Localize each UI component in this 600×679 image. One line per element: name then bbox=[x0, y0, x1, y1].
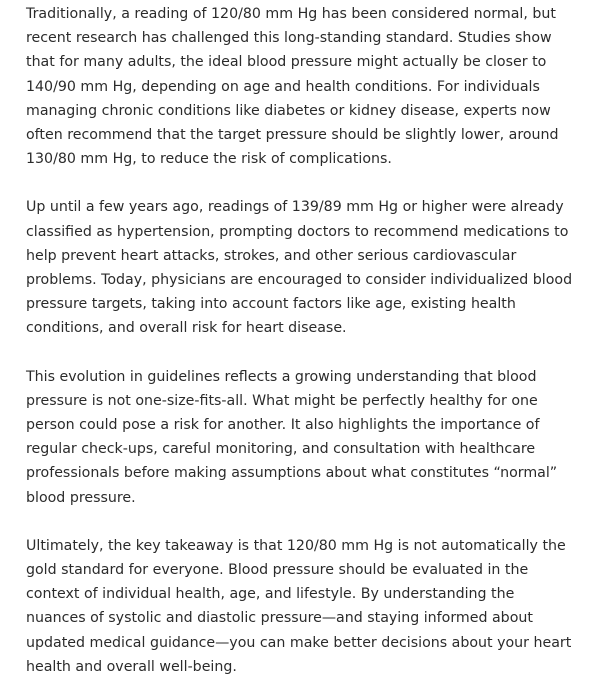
paragraph-hypertension-history: Up until a few years ago, readings of 139/89 mm Hg or higher were already classified as hypertension, prompting doctors to recommend medications to help prevent heart attacks, strokes, and other serious cardiovascular problems. Today, physicians are encouraged to consider individualized blood pressure targets, taking into account factors like age, existing health conditions, and overall risk for heart disease. bbox=[26, 199, 573, 337]
paragraph-normal-reading: Traditionally, a reading of 120/80 mm Hg has been considered normal, but recent research has challenged this long-standing standard. Studies show that for many adults, the ideal blood pressure might actually be closer to 140/90 mm Hg, depending on age and health conditions. For individuals managing chronic conditions like diabetes or kidney disease, experts now often recommend that the target pressure should be slightly lower, around 130/80 mm Hg, to reduce the risk of complications. bbox=[26, 6, 559, 168]
paragraph-key-takeaway: Ultimately, the key takeaway is that 120/80 mm Hg is not automatically the gold standard for everyone. Blood pressure should be evaluated in the context of individual health, age, and lifestyle. By understanding the nuances of systolic and diastolic pressure—and staying informed about updated medical guidance—you can make better decisions about your heart health and overall well-being. bbox=[26, 537, 572, 675]
paragraph-guideline-evolution: This evolution in guidelines reflects a growing understanding that blood pressure is not one-size-fits-all. What might be perfectly healthy for one person could pose a risk for another. It also highlights the importance of regular check-ups, careful monitoring, and consultation with healthcare professionals before making assumptions about what constitutes “normal” blood pressure. bbox=[26, 368, 558, 506]
